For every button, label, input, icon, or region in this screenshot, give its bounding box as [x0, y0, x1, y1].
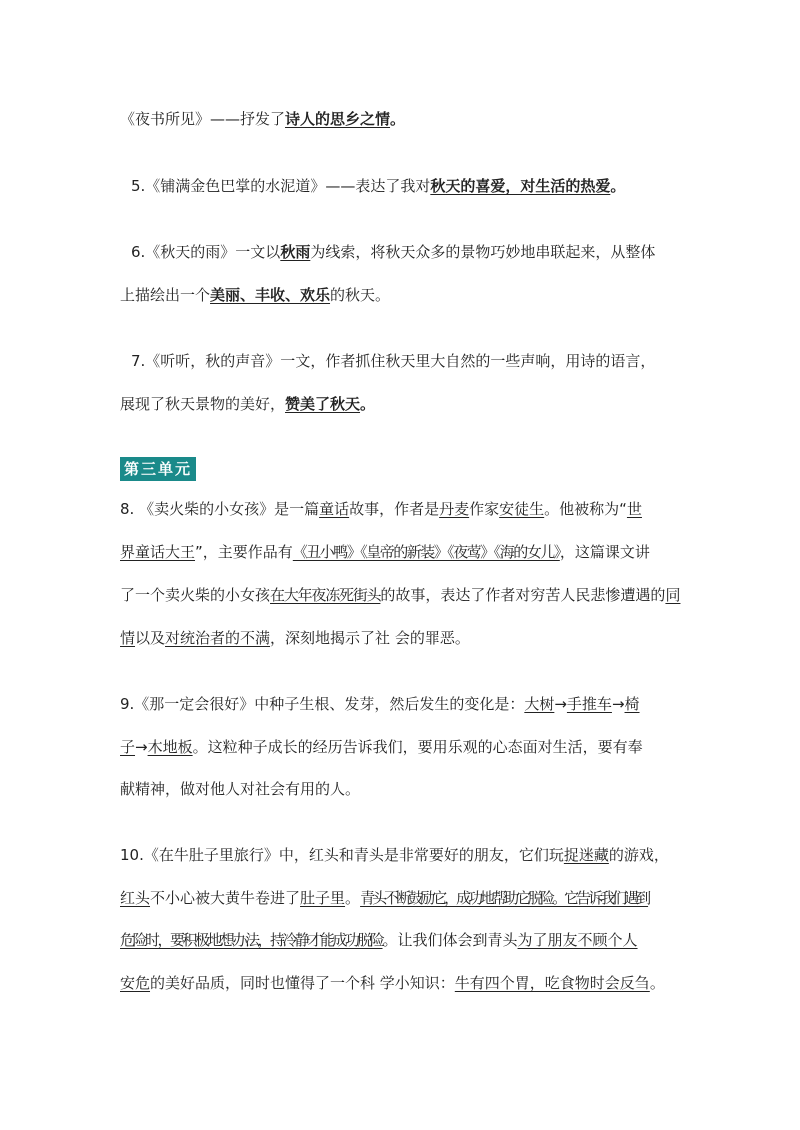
text: 7.《听听，秋的声音》一文，作者抓住秋天里大自然的一些声响，用诗的语言， — [131, 352, 656, 370]
text: 《夜书所见》——抒发了 — [120, 110, 286, 128]
text: 故事，作者是 — [349, 500, 440, 518]
key-answer: 世 — [626, 500, 642, 518]
text: 。这粒种子成长的经历告诉我们，要用乐观的心态面对生活，要有奉 — [192, 738, 643, 756]
section-title-unit-3: 第三单元 — [120, 457, 196, 481]
paragraph-7-line-2 — [120, 393, 375, 415]
text: 的美好品质，同时也懂得了一个科 学小知识： — [150, 974, 455, 992]
key-answer: 赞美了秋天 — [285, 395, 361, 413]
key-answer: 丹麦 — [439, 500, 470, 518]
key-answer: 手推车 — [566, 695, 612, 713]
text: 。 — [360, 395, 376, 413]
arrow: → — [611, 695, 625, 713]
text: 了一个卖火柴的小女孩 — [120, 586, 271, 604]
paragraph-5 — [131, 175, 625, 197]
key-answer: 美丽、丰收、欢乐 — [210, 286, 331, 304]
text: 10.《在牛肚子里旅行》中，红头和青头是非常要好的朋友，它们玩 — [120, 846, 564, 864]
paragraph-9-line-2 — [120, 736, 643, 758]
text: ”，主要作品有 — [195, 543, 293, 561]
paragraph-night-book — [120, 108, 405, 130]
paragraph-9-line-1 — [120, 693, 640, 715]
key-answer: 秋天的喜爱，对生活的热爱 — [430, 177, 611, 195]
text: 。 — [649, 974, 665, 992]
key-answer: 青头不断鼓励它，成功地帮助它脱险。它告诉我们遇到 — [360, 889, 649, 907]
key-answer: 秋雨 — [280, 243, 311, 261]
key-answer: 木地板 — [147, 738, 193, 756]
key-answer: 童话 — [319, 500, 350, 518]
key-answer: 红头 — [120, 889, 151, 907]
key-answer: 椅 — [624, 695, 640, 713]
text: 8. 《卖火柴的小女孩》是一篇 — [120, 500, 320, 518]
key-answer: 捉迷藏 — [563, 846, 609, 864]
text: 的秋天。 — [330, 286, 391, 304]
paragraph-8-line-4 — [120, 627, 470, 649]
text: 以及 — [135, 629, 166, 647]
key-answer: 肚子里 — [300, 889, 346, 907]
key-answer: 为了朋友不顾个人 — [517, 931, 638, 949]
text: ，这篇课文讲 — [559, 543, 650, 561]
key-answer: 在大年夜冻死街头 — [270, 586, 381, 604]
text: 5.《铺满金色巴掌的水泥道》——表达了我对 — [131, 177, 431, 195]
key-answer: 诗人的思乡之情 — [285, 110, 391, 128]
text: 献精神，做对他人对社会有用的人。 — [120, 780, 361, 798]
key-answer: 危险时，要积极地想办法，持冷静才能成功脱险 — [120, 931, 383, 949]
arrow: → — [554, 695, 567, 713]
text: 9.《那一定会很好》中种子生根、发芽，然后发生的变化是： — [120, 695, 525, 713]
text: 作家 — [469, 500, 500, 518]
text: 。他被称为“ — [544, 500, 627, 518]
key-answer: 同 — [665, 586, 681, 604]
paragraph-6-line-2 — [120, 284, 390, 306]
text: 的游戏， — [608, 846, 669, 864]
paragraph-10-line-1 — [120, 844, 669, 866]
text: ，深刻地揭示了社 会的罪恶。 — [270, 629, 470, 647]
paragraph-8-line-3 — [120, 584, 680, 606]
paragraph-6-line-1 — [131, 241, 655, 263]
key-answer: 大树 — [524, 695, 555, 713]
text: 。 — [345, 889, 361, 907]
key-answer: 情 — [120, 629, 136, 647]
key-answer: 对统治者的不满 — [165, 629, 271, 647]
text: 不小心被大黄牛卷进了 — [150, 889, 301, 907]
paragraph-7-line-1 — [131, 350, 655, 372]
text: 6.《秋天的雨》一文以 — [131, 243, 281, 261]
text: 。让我们体会到青头 — [382, 931, 518, 949]
text: 为线索，将秋天众多的景物巧妙地串联起来，从整体 — [310, 243, 656, 261]
text: 上描绘出一个 — [120, 286, 211, 304]
paragraph-10-line-2 — [120, 887, 648, 909]
key-answer: 《丑小鸭》《皇帝的新装》《夜莺》《海的女儿》 — [292, 543, 560, 561]
key-answer: 安徒生 — [499, 500, 545, 518]
text: 展现了秋天景物的美好， — [120, 395, 286, 413]
paragraph-10-line-3 — [120, 929, 638, 951]
key-answer: 牛有四个胃，吃食物时会反刍 — [454, 974, 650, 992]
paragraph-9-line-3 — [120, 778, 360, 800]
text: 的故事，表达了作者对穷苦人民悲惨遭遇的 — [380, 586, 666, 604]
key-answer: 安危 — [120, 974, 151, 992]
key-answer: 子 — [120, 738, 136, 756]
paragraph-8-line-1 — [120, 498, 642, 520]
paragraph-8-line-2 — [120, 541, 650, 563]
text: 。 — [610, 177, 626, 195]
key-answer: 界童话大王 — [120, 543, 196, 561]
paragraph-10-line-4 — [120, 972, 665, 994]
arrow: → — [135, 738, 148, 756]
text: 。 — [390, 110, 406, 128]
